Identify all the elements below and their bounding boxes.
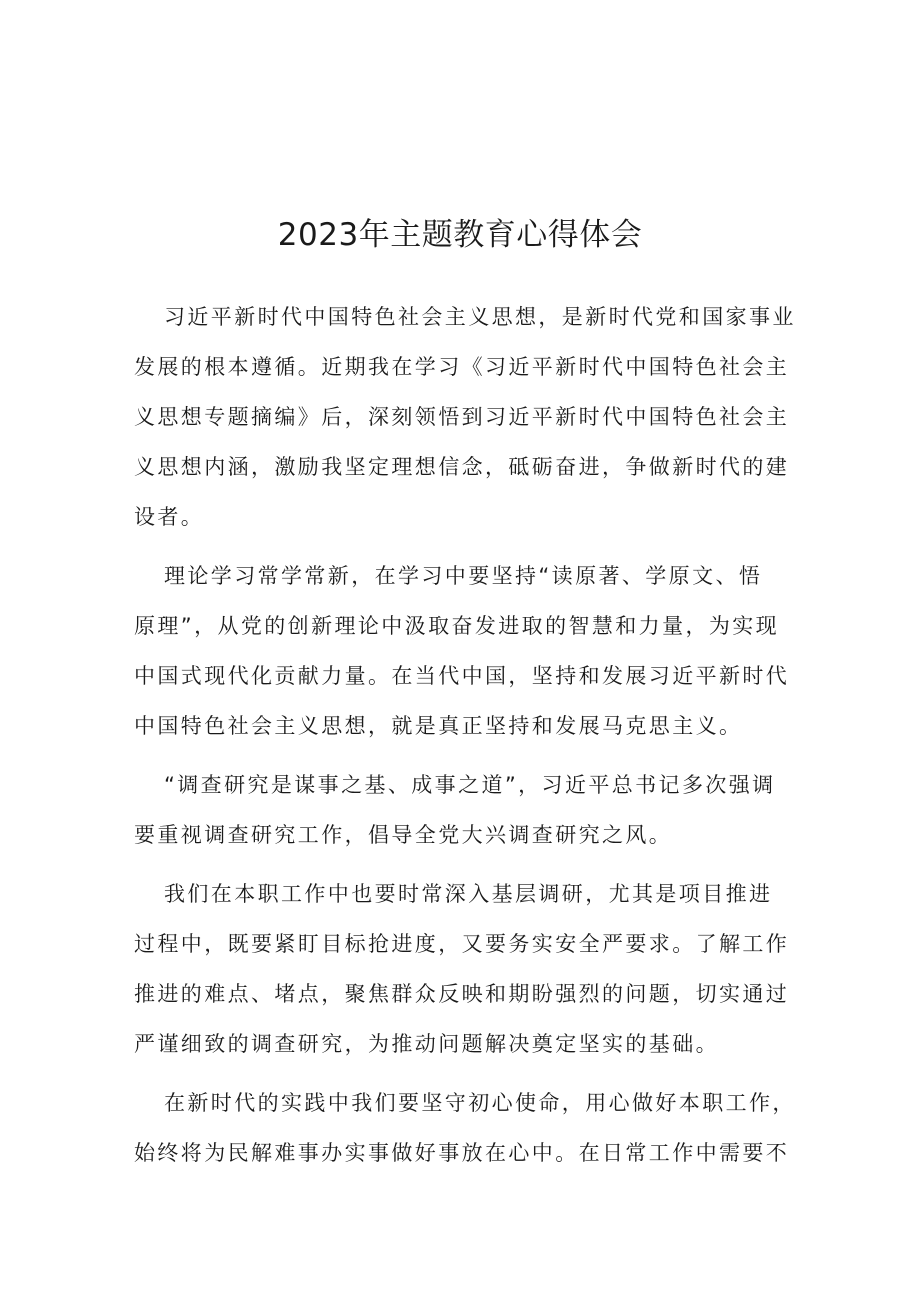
paragraph-4: [134, 869, 794, 1069]
paragraph-line: 义思想内涵，激励我坚定理想信念，砥砺奋进，争做新时代的建: [134, 455, 790, 479]
document-body: [134, 292, 794, 1187]
paragraph-line: 始终将为民解难事办实事做好事放在心中。在日常工作中需要不: [134, 1141, 790, 1165]
paragraph-line: 严谨细致的调查研究，为推动问题解决奠定坚实的基础。: [134, 1032, 719, 1056]
document-title: 2023年主题教育心得体会: [277, 217, 643, 253]
paragraph-line: 要重视调查研究工作，倡导全党大兴调查研究之风。: [134, 823, 673, 847]
paragraph-line: 推进的难点、堵点，聚焦群众反映和期盼强烈的问题，切实通过: [134, 982, 790, 1006]
paragraph-line: 我们在本职工作中也要时常深入基层调研，尤其是项目推进: [164, 882, 773, 906]
paragraph-3: [134, 760, 794, 860]
paragraph-line: 在新时代的实践中我们要坚守初心使命，用心做好本职工作，: [164, 1091, 796, 1115]
paragraph-line: 中国特色社会主义思想，就是真正坚持和发展马克思主义。: [134, 714, 743, 738]
paragraph-line: 义思想专题摘编》后，深刻领悟到习近平新时代中国特色社会主: [134, 405, 790, 429]
paragraph-line: 过程中，既要紧盯目标抢进度，又要务实安全严要求。了解工作: [134, 932, 790, 956]
paragraph-line: “调查研究是谋事之基、成事之道”，习近平总书记多次强调: [164, 773, 776, 797]
paragraph-5: [134, 1078, 794, 1178]
paragraph-2: [134, 551, 794, 751]
paragraph-1: [134, 292, 794, 542]
paragraph-line: 发展的根本遵循。近期我在学习《习近平新时代中国特色社会主: [134, 355, 790, 379]
paragraph-line: 中国式现代化贡献力量。在当代中国，坚持和发展习近平新时代: [134, 664, 790, 688]
paragraph-line: 设者。: [134, 505, 205, 529]
paragraph-line: 原理”，从党的创新理论中汲取奋发进取的智慧和力量，为实现: [134, 614, 780, 638]
paragraph-line: 习近平新时代中国特色社会主义思想，是新时代党和国家事业: [164, 305, 796, 329]
paragraph-line: 理论学习常学常新，在学习中要坚持“读原著、学原文、悟: [164, 564, 763, 588]
